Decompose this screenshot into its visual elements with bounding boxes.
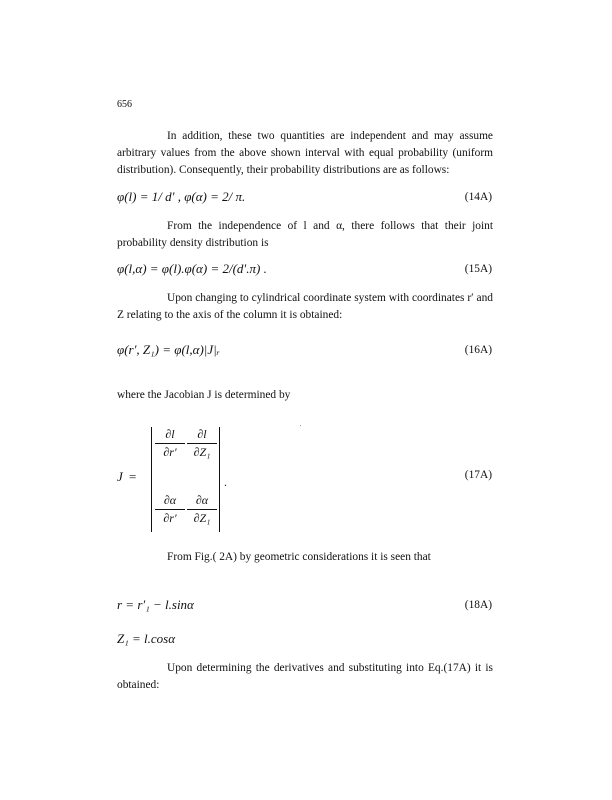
scan-speck bbox=[300, 425, 301, 426]
jacobian-cell-22 bbox=[187, 493, 217, 526]
equation-15a: φ(l,α) = φ(l).φ(α) = 2/(d′.π) . bbox=[117, 261, 267, 276]
equation-18a-line-2: Z₁ = l.cosα bbox=[117, 631, 176, 646]
cell-22-denominator: ∂Z₁ bbox=[193, 511, 211, 525]
equation-14a-number: (14A) bbox=[464, 191, 492, 203]
equation-17a-number: (17A) bbox=[464, 469, 492, 481]
cell-22-numerator: ∂α bbox=[187, 493, 217, 510]
jacobian-cell-11 bbox=[155, 427, 185, 460]
cell-12-denominator: ∂Z₁ bbox=[193, 445, 211, 459]
paragraph-1: In addition, these two quantities are independent and may assume arbitrary values from the above shown interval with equal probability (uniform distribution). Consequently, their probability distributions are as follows: bbox=[117, 130, 493, 176]
cell-11-denominator: ∂r′ bbox=[163, 445, 177, 459]
cell-21-denominator: ∂r′ bbox=[163, 511, 177, 525]
jacobian-equals: = bbox=[129, 469, 137, 484]
cell-12-numerator: ∂l bbox=[187, 427, 217, 444]
equation-16a-number: (16A) bbox=[464, 344, 492, 356]
cell-11-numerator: ∂l bbox=[155, 427, 185, 444]
jacobian-period: . bbox=[224, 475, 227, 489]
paragraph-3: Upon changing to cylindrical coordinate system with coordinates r′ and Z relating to the axis of the column it is obtained: bbox=[117, 292, 493, 321]
jacobian-cell-21 bbox=[155, 493, 185, 526]
cell-21-numerator: ∂α bbox=[155, 493, 185, 510]
paragraph-6: Upon determining the derivatives and substituting into Eq.(17A) it is obtained: bbox=[117, 662, 493, 691]
equation-18a-line-1: r = r′₁ − l.sinα bbox=[117, 597, 194, 612]
jacobian-determinant bbox=[117, 425, 267, 535]
equation-16a: φ(r′, Z₁) = φ(l,α)|J|ᵣ bbox=[117, 342, 220, 357]
paragraph-4: where the Jacobian J is determined by bbox=[117, 389, 291, 401]
equation-18a-number: (18A) bbox=[464, 599, 492, 611]
paragraph-5: From Fig.( 2A) by geometric considerations it is seen that bbox=[167, 551, 431, 563]
jacobian-symbol: J bbox=[117, 469, 123, 484]
determinant-right-bar bbox=[219, 427, 220, 532]
equation-15a-number: (15A) bbox=[464, 263, 492, 275]
equation-14a: φ(l) = 1/ d′ , φ(α) = 2/ π. bbox=[117, 189, 246, 204]
determinant-left-bar bbox=[151, 427, 152, 532]
jacobian-cell-12 bbox=[187, 427, 217, 460]
page-number: 656 bbox=[117, 99, 132, 110]
paragraph-2: From the independence of l and α, there follows that their joint probability density distribution is bbox=[117, 220, 493, 249]
